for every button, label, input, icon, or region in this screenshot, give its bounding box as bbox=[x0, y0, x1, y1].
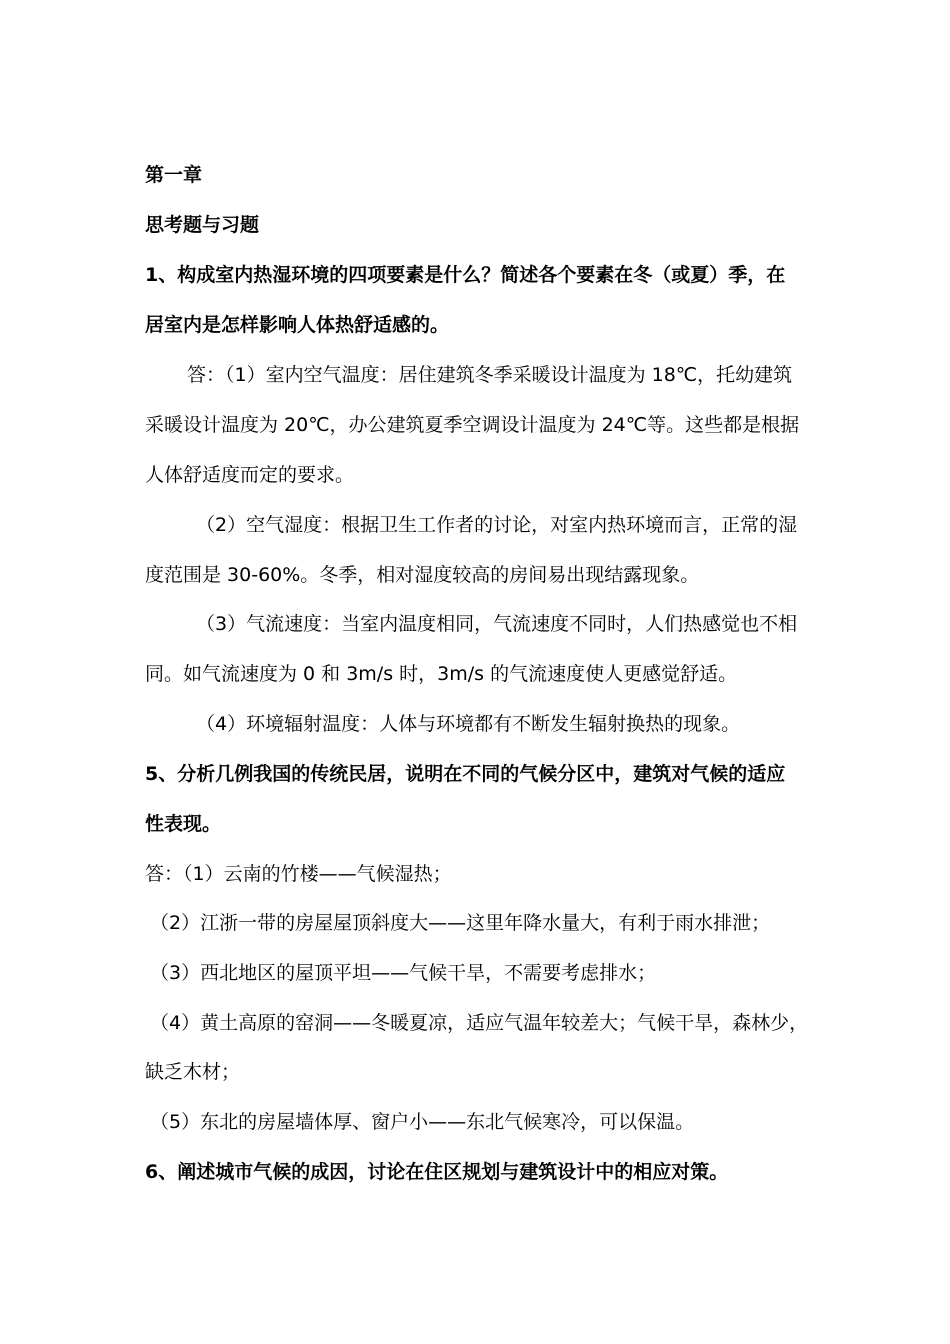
answer-1-paragraph-4-line-1: （4）环境辐射温度：人体与环境都有不断发生辐射换热的现象。 bbox=[196, 713, 741, 735]
answer-5-line-5: 缺乏木材； bbox=[145, 1061, 241, 1083]
question-6-line-1: 6、阐述城市气候的成因，讨论在住区规划与建筑设计中的相应对策。 bbox=[145, 1161, 729, 1183]
answer-5-line-1: 答：（1）云南的竹楼——气候湿热； bbox=[145, 863, 452, 885]
question-1-line-2: 居室内是怎样影响人体热舒适感的。 bbox=[145, 314, 450, 336]
section-title: 思考题与习题 bbox=[145, 214, 260, 236]
answer-5-line-4: （4）黄土高原的窑洞——冬暖夏凉，适应气温年较差大；气候干旱，森林少， bbox=[150, 1012, 809, 1034]
question-5-line-1: 5、分析几例我国的传统民居，说明在不同的气候分区中，建筑对气候的适应 bbox=[145, 763, 786, 785]
answer-1-paragraph-1-line-1: 答：（1）室内空气温度：居住建筑冬季采暖设计温度为 18℃，托幼建筑 bbox=[187, 364, 793, 386]
chapter-title: 第一章 bbox=[145, 164, 203, 186]
answer-1-paragraph-1-line-2: 采暖设计温度为 20℃，办公建筑夏季空调设计温度为 24℃等。这些都是根据 bbox=[145, 414, 800, 436]
answer-5-line-2: （2）江浙一带的房屋屋顶斜度大——这里年降水量大，有利于雨水排泄； bbox=[150, 912, 771, 934]
answer-5-line-6: （5）东北的房屋墙体厚、窗户小——东北气候寒冷，可以保温。 bbox=[150, 1111, 695, 1133]
answer-1-paragraph-2-line-2: 度范围是 30-60%。冬季，相对湿度较高的房间易出现结露现象。 bbox=[145, 564, 700, 586]
answer-1-paragraph-2-line-1: （2）空气湿度：根据卫生工作者的讨论，对室内热环境而言，正常的湿 bbox=[196, 514, 798, 536]
answer-1-paragraph-1-line-3: 人体舒适度而定的要求。 bbox=[145, 464, 355, 486]
answer-1-paragraph-3-line-2: 同。如气流速度为 0 和 3m/s 时，3m/s 的气流速度使人更感觉舒适。 bbox=[145, 663, 738, 685]
question-1-line-1: 1、构成室内热湿环境的四项要素是什么？简述各个要素在冬（或夏）季，在 bbox=[145, 264, 786, 286]
question-5-line-2: 性表现。 bbox=[145, 813, 222, 835]
answer-1-paragraph-3-line-1: （3）气流速度：当室内温度相同，气流速度不同时，人们热感觉也不相 bbox=[196, 613, 798, 635]
answer-5-line-3: （3）西北地区的屋顶平坦——气候干旱，不需要考虑排水； bbox=[150, 962, 657, 984]
